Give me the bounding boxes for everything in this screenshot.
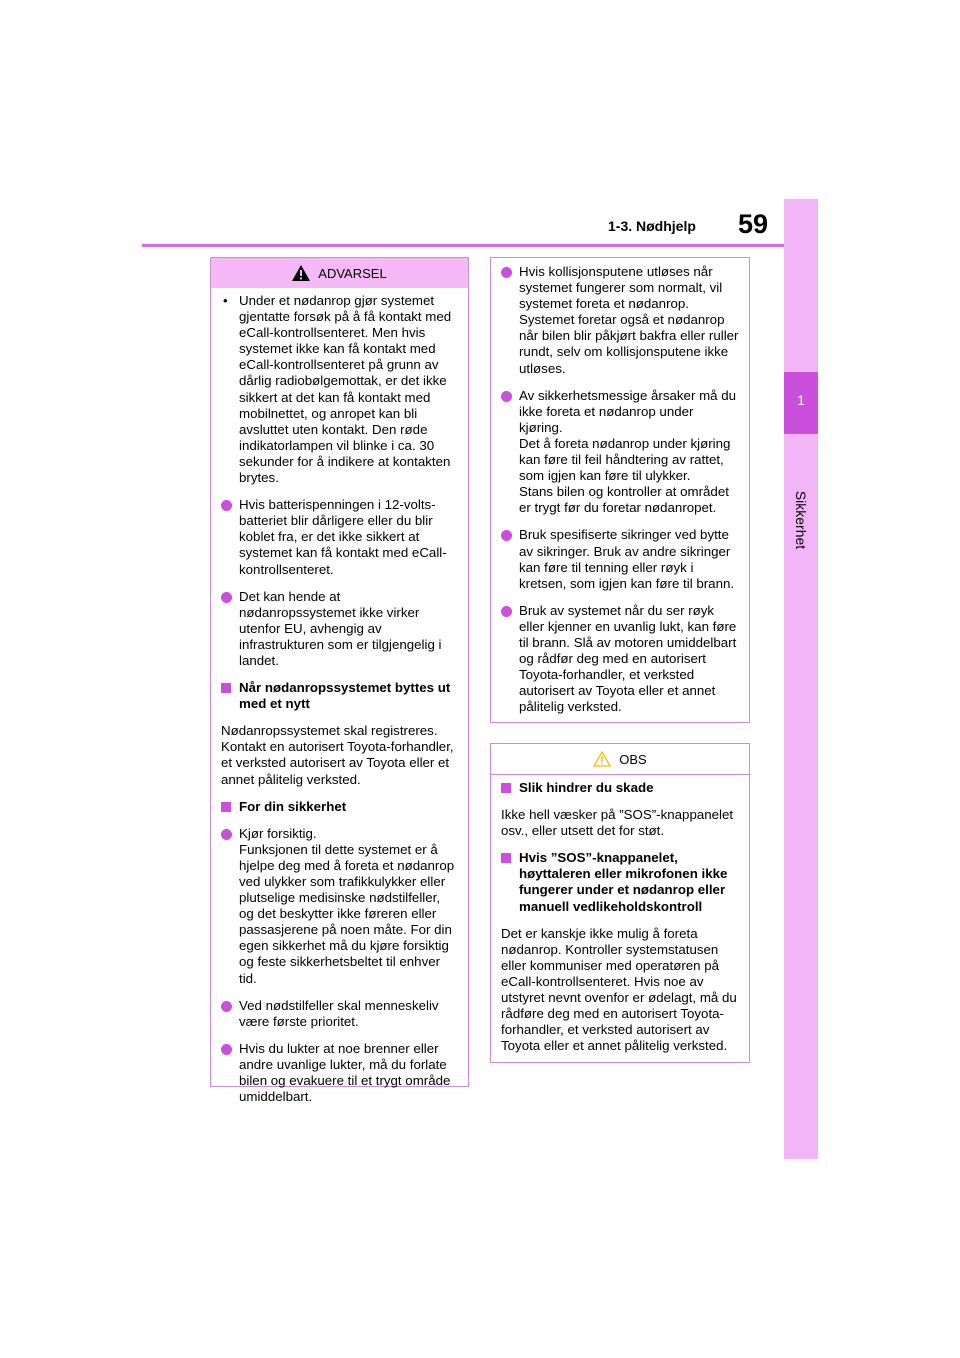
warning-body <box>211 288 468 1105</box>
item-text: Når nødanropssystemet byttes ut med et nytt <box>239 680 451 712</box>
paragraph <box>501 807 739 839</box>
item-text: Bruk spesifiserte sikringer ved bytte av sikringer. Bruk av andre sikringer kan føre til tenning eller røyk i kretsen, som igjen kan føre til brann. <box>519 527 735 591</box>
warning-title: ADVARSEL <box>318 265 387 281</box>
header-divider <box>142 244 784 247</box>
item-text: Ved nødstilfeller skal menneskeliv være første prioritet. <box>239 997 439 1029</box>
bullet-square-icon <box>221 802 231 812</box>
warning-box-continued <box>490 257 750 723</box>
subheading <box>501 850 739 914</box>
page-number: 59 <box>738 209 769 239</box>
bullet-square-icon <box>221 683 231 693</box>
bullet-dot-icon <box>221 1044 232 1055</box>
bullet-dot-icon <box>221 829 232 840</box>
item-text: Hvis batterispenningen i 12-volts-batteriet blir dårligere eller du blir koblet fra, er det ikke sikkert at systemet kan få kontakt med eCall-kontrollsenteret. <box>239 497 447 577</box>
subheading <box>221 799 458 815</box>
bullet-dash-icon: • <box>223 293 228 308</box>
paragraph <box>501 926 739 1055</box>
list-item <box>221 998 458 1030</box>
bullet-dot-icon <box>501 391 512 402</box>
item-text: Slik hindrer du skade <box>519 780 654 795</box>
caution-triangle-icon <box>593 751 611 767</box>
item-text: Bruk av systemet når du ser røyk eller kjenner en uvanlig lukt, kan føre til brann. Slå av motoren umiddelbart og rådfør deg med en autorisert Toyota-forhandler, et verksted autorisert av Toyota eller et annet pålitelig verksted. <box>519 602 737 715</box>
list-item <box>501 603 739 716</box>
warning-continued-body <box>491 258 749 715</box>
list-item <box>501 264 739 377</box>
bullet-dot-icon <box>501 530 512 541</box>
bullet-dot-icon <box>221 1001 232 1012</box>
item-text: Det kan hende at nødanropssystemet ikke virker utenfor EU, avhengig av infrastrukturen som er tilgjengelig i landet. <box>239 588 442 668</box>
notice-body <box>491 775 749 1054</box>
list-item <box>221 293 458 486</box>
bullet-square-icon <box>501 853 511 863</box>
notice-box <box>490 743 750 1063</box>
item-text: Hvis du lukter at noe brenner eller andre uvanlige lukter, må du forlate bilen og evakuere til et trygt område umiddelbart. <box>239 1040 451 1105</box>
list-item <box>501 388 739 517</box>
chapter-label: Sikkerhet <box>793 490 809 550</box>
bullet-dot-icon <box>221 500 232 511</box>
paragraph <box>221 723 458 787</box>
list-item <box>501 527 739 591</box>
notice-title: OBS <box>619 751 647 767</box>
list-item <box>221 589 458 669</box>
item-text: Hvis ”SOS”-knappanelet, høyttaleren eller mikrofonen ikke fungerer under et nødanrop eller manuell vedlikeholdskontroll <box>519 850 728 914</box>
list-item <box>221 1041 458 1105</box>
chapter-tab <box>784 199 818 1159</box>
warning-box <box>210 257 469 1105</box>
bullet-dot-icon <box>501 606 512 617</box>
subheading <box>221 680 458 712</box>
chapter-number: 1 <box>797 392 805 408</box>
warning-header <box>211 258 468 288</box>
bullet-dot-icon <box>221 592 232 603</box>
section-title: 1-3. Nødhjelp <box>608 218 696 234</box>
subheading <box>501 780 739 796</box>
item-text: Ikke hell væsker på ”SOS”-knappanelet osv., eller utsett det for støt. <box>501 807 734 839</box>
list-item <box>221 497 458 577</box>
notice-header <box>491 744 749 775</box>
bullet-square-icon <box>501 783 511 793</box>
warning-triangle-icon <box>292 265 310 281</box>
item-text: Kjør forsiktig. Funksjonen til dette systemet er å hjelpe deg med å foreta et nødanrop ved ulykker som trafikkulykker eller plutselige medisinske nødstilfeller, og det beskytter ikke føreren eller passasjerene på noen måte. For din egen sikkerhet må du kjøre forsiktig og feste sikkerhetsbeltet til enhver tid. <box>239 825 455 986</box>
item-text: Det er kanskje ikke mulig å foreta nødanrop. Kontroller systemstatusen eller kommuniser med operatøren på eCall-kontrollsenteret. Hvis noe av utstyret nevnt ovenfor er ødelagt, må du rådføre deg med en autorisert Toyota-forhandler, et verksted autorisert av Toyota eller et annet pålitelig verksted. <box>501 925 737 1054</box>
bullet-dot-icon <box>501 267 512 278</box>
item-text: Nødanropssystemet skal registreres. Kontakt en autorisert Toyota-forhandler, et verksted autorisert av Toyota eller et annet pålitelig verksted. <box>221 723 454 787</box>
item-text: Hvis kollisjonsputene utløses når systemet fungerer som normalt, vil systemet foreta et nødanrop. Systemet foretar også et nødanrop når bilen blir påkjørt bakfra eller ruller rundt, selv om kollisjonsputene ikke utløses. <box>519 264 739 376</box>
item-text: For din sikkerhet <box>239 798 347 814</box>
item-text: Under et nødanrop gjør systemet gjentatte forsøk på å få kontakt med eCall-kontrollsenteret. Men hvis systemet ikke kan få kontakt med eCall-kontrollsenteret på grunn av dårlig radiobølgemottak, er det ikke sikkert at det kan få kontakt med mobilnettet, og anropet kan bli avsluttet uten kontakt. Den røde indikatorlampen vil blinke i ca. 30 sekunder for å indikere at kontakten brytes. <box>239 293 452 486</box>
list-item <box>221 826 458 987</box>
item-text: Av sikkerhetsmessige årsaker må du ikke foreta et nødanrop under kjøring. Det å foreta nødanrop under kjøring kan føre til feil håndtering av rattet, som igjen kan føre til ulykker. Stans bilen og kontroller at området er trygt før du foretar nødanropet. <box>519 387 737 516</box>
